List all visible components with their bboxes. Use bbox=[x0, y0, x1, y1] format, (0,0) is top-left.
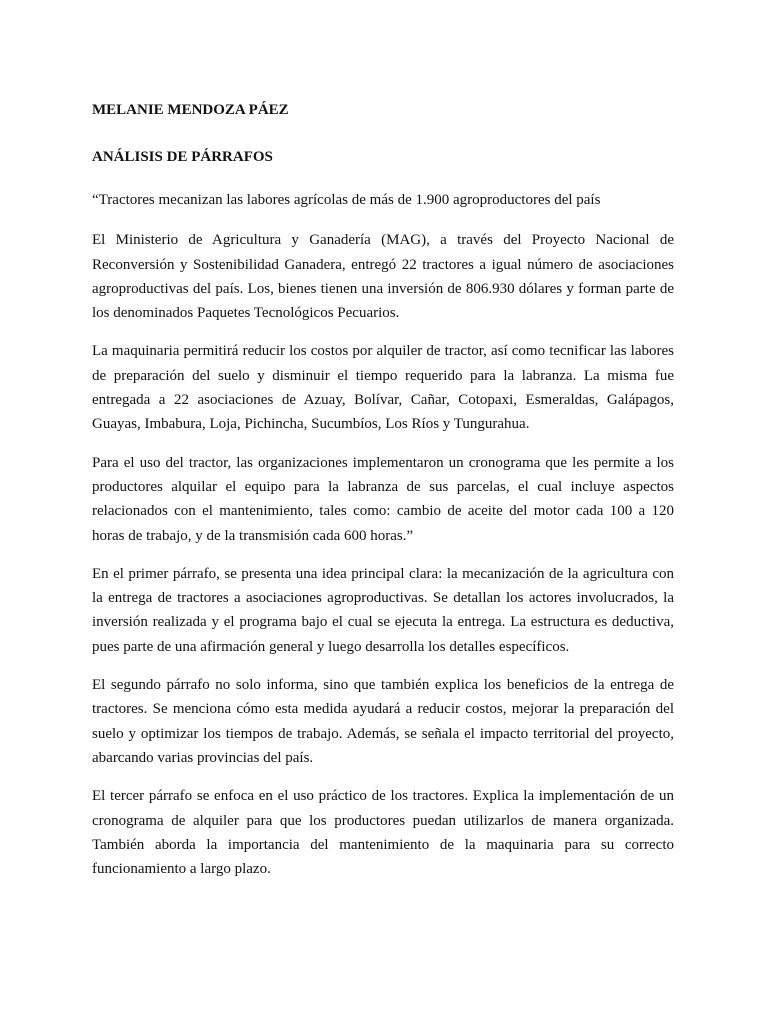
quoted-paragraph-1: El Ministerio de Agricultura y Ganadería (MAG), a través del Proyecto Nacional de Reconversión y Sostenibilidad Ganadera, entregó 22 tractores a igual número de asociaciones agroproductivas del país. Los, bienes tienen una inversión de 806.930 dólares y forman parte de los denominados Paquetes Tecnológicos Pecuarios. bbox=[92, 232, 674, 322]
document-body bbox=[92, 98, 674, 895]
analysis-paragraph-1: En el primer párrafo, se presenta una idea principal clara: la mecanización de la agricultura con la entrega de tractores a asociaciones agroproductivas. Se detallan los actores involucrados, la inversión realizada y el programa bajo el cual se ejecuta la entrega. La estructura es deductiva, pues parte de una afirmación general y luego desarrolla los detalles específicos. bbox=[92, 565, 674, 655]
author-name: MELANIE MENDOZA PÁEZ bbox=[92, 102, 289, 118]
quoted-paragraph-2: La maquinaria permitirá reducir los costos por alquiler de tractor, así como tecnificar las labores de preparación del suelo y disminuir el tiempo requerido para la labranza. La misma fue entregada a 22 asociaciones de Azuay, Bolívar, Cañar, Cotopaxi, Esmeraldas, Galápagos, Guayas, Imbabura, Loja, Pichincha, Sucumbíos, Los Ríos y Tungurahua. bbox=[92, 343, 674, 433]
analysis-paragraph-2: El segundo párrafo no solo informa, sino que también explica los beneficios de la entrega de tractores. Se menciona cómo esta medida ayudará a reducir costos, mejorar la preparación del suelo y optimizar los tiempos de trabajo. Además, se señala el impacto territorial del proyecto, abarcando varias provincias del país. bbox=[92, 677, 674, 766]
quoted-headline: “Tractores mecanizan las labores agrícolas de más de 1.900 agroproductores del país bbox=[92, 192, 601, 208]
document-title: ANÁLISIS DE PÁRRAFOS bbox=[92, 149, 273, 165]
quoted-paragraph-3: Para el uso del tractor, las organizaciones implementaron un cronograma que les permite a los productores alquilar el equipo para la labranza de sus parcelas, el cual incluye aspectos relacionados con el mantenimiento, tales como: cambio de aceite del motor cada 100 a 120 horas de trabajo, y de la transmisión cada 600 horas.” bbox=[92, 454, 674, 544]
analysis-paragraph-3: El tercer párrafo se enfoca en el uso práctico de los tractores. Explica la implementación de un cronograma de alquiler para que los productores puedan utilizarlos de manera organizada. También aborda la importancia del mantenimiento de la maquinaria para su correcto funcionamiento a largo plazo. bbox=[92, 788, 674, 878]
